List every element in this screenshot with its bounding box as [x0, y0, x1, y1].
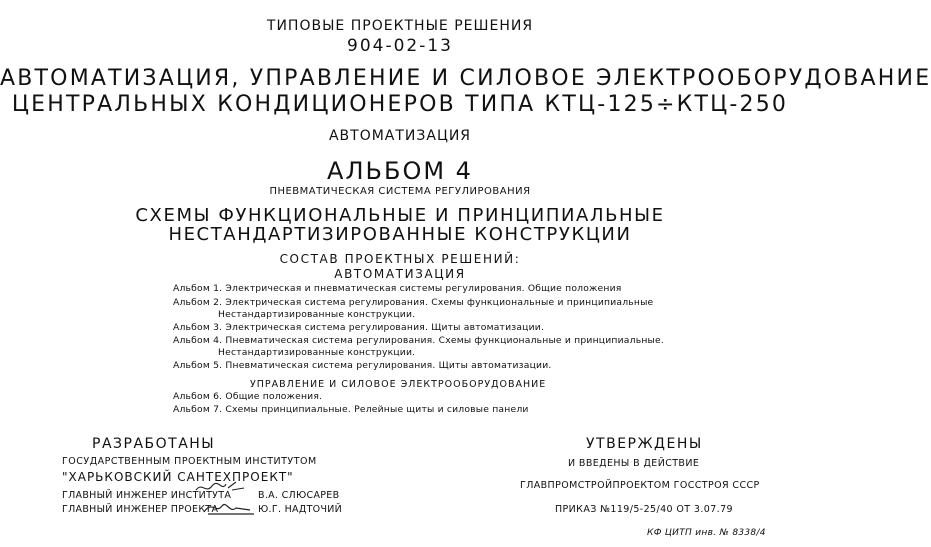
schemes-line1: СХЕМЫ ФУНКЦИОНАЛЬНЫЕ И ПРИНЦИПИАЛЬНЫЕ [135, 205, 665, 226]
list-item [173, 360, 552, 371]
approval-line1: И ВВЕДЕНЫ В ДЕЙСТВИЕ [568, 458, 700, 469]
album-description-continued: Нестандартизированные конструкции. [218, 309, 416, 320]
project-code: 904-02-13 [347, 36, 453, 56]
composition-title: СОСТАВ ПРОЕКТНЫХ РЕШЕНИЙ: [279, 252, 521, 266]
developer-role: ГЛАВНЫЙ ИНЖЕНЕР ПРОЕКТА [62, 504, 219, 515]
schemes-line2: НЕСТАНДАРТИЗИРОВАННЫЕ КОНСТРУКЦИИ [168, 224, 632, 245]
main-title-line1: АВТОМАТИЗАЦИЯ, УПРАВЛЕНИЕ И СИЛОВОЕ ЭЛЕКТРООБОРУДОВАНИЕ [0, 66, 931, 91]
inventory-stamp: КФ ЦИТП инв. № 8338/4 [647, 528, 766, 538]
automation-heading: АВТОМАТИЗАЦИЯ [334, 267, 466, 281]
approval-line2: ГЛАВПРОМСТРОЙПРОЕКТОМ ГОССТРОЯ СССР [520, 480, 760, 491]
approval-order: ПРИКАЗ №119/5-25/40 ОТ 3.07.79 [555, 504, 733, 515]
series-title: ТИПОВЫЕ ПРОЕКТНЫЕ РЕШЕНИЯ [266, 18, 534, 34]
album-description: Общие положения. [225, 391, 323, 402]
developer-person: Ю.Г. НАДТОЧИЙ [258, 504, 343, 515]
developer-institute-name: "ХАРЬКОВСКИЙ САНТЕХПРОЕКТ" [62, 470, 294, 484]
developer-institute-line: ГОСУДАРСТВЕННЫМ ПРОЕКТНЫМ ИНСТИТУТОМ [62, 456, 317, 467]
main-title-line2: ЦЕНТРАЛЬНЫХ КОНДИЦИОНЕРОВ ТИПА КТЦ-125÷КТЦ-250 [11, 92, 789, 117]
list-item [173, 404, 529, 415]
list-item [173, 322, 544, 333]
list-item [173, 297, 653, 308]
album-number: Альбом 4. [173, 335, 223, 346]
album-description: Пневматическая система регулирования. Щиты автоматизации. [225, 360, 552, 371]
album-number: Альбом 6. [173, 391, 223, 402]
section-name: АВТОМАТИЗАЦИЯ [328, 128, 472, 144]
album-subtitle: ПНЕВМАТИЧЕСКАЯ СИСТЕМА РЕГУЛИРОВАНИЯ [269, 186, 531, 197]
album-number: Альбом 5. [173, 360, 223, 371]
album-number: Альбом 7. [173, 404, 223, 415]
developer-title: РАЗРАБОТАНЫ [92, 436, 216, 452]
list-item [173, 391, 322, 402]
signature-chief-engineer-project [198, 496, 258, 518]
developer-role: ГЛАВНЫЙ ИНЖЕНЕР ИНСТИТУТА [62, 490, 232, 501]
album-description: Схемы принципиальные. Релейные щиты и силовые панели [225, 404, 529, 415]
list-item [173, 283, 622, 294]
album-description-continued: Нестандартизированные конструкции. [218, 347, 416, 358]
album-number: Альбом 1. [173, 283, 223, 294]
list-item [173, 335, 664, 346]
album-description: Электрическая и пневматическая системы регулирования. Общие положения [225, 283, 622, 294]
album-description: Электрическая система регулирования. Щиты автоматизации. [225, 322, 545, 333]
album-number: Альбом 3. [173, 322, 223, 333]
power-heading: УПРАВЛЕНИЕ И СИЛОВОЕ ЭЛЕКТРООБОРУДОВАНИЕ [250, 379, 547, 390]
album-description: Пневматическая система регулирования. Схемы функциональные и принципиальные. [225, 335, 664, 346]
approval-title: УТВЕРЖДЕНЫ [586, 436, 703, 452]
album-title: АЛЬБОМ 4 [327, 157, 473, 185]
album-description: Электрическая система регулирования. Схемы функциональные и принципиальные [225, 297, 654, 308]
album-number: Альбом 2. [173, 297, 223, 308]
signature-chief-engineer-institute [192, 478, 252, 498]
developer-person: В.А. СЛЮСАРЕВ [258, 490, 340, 501]
